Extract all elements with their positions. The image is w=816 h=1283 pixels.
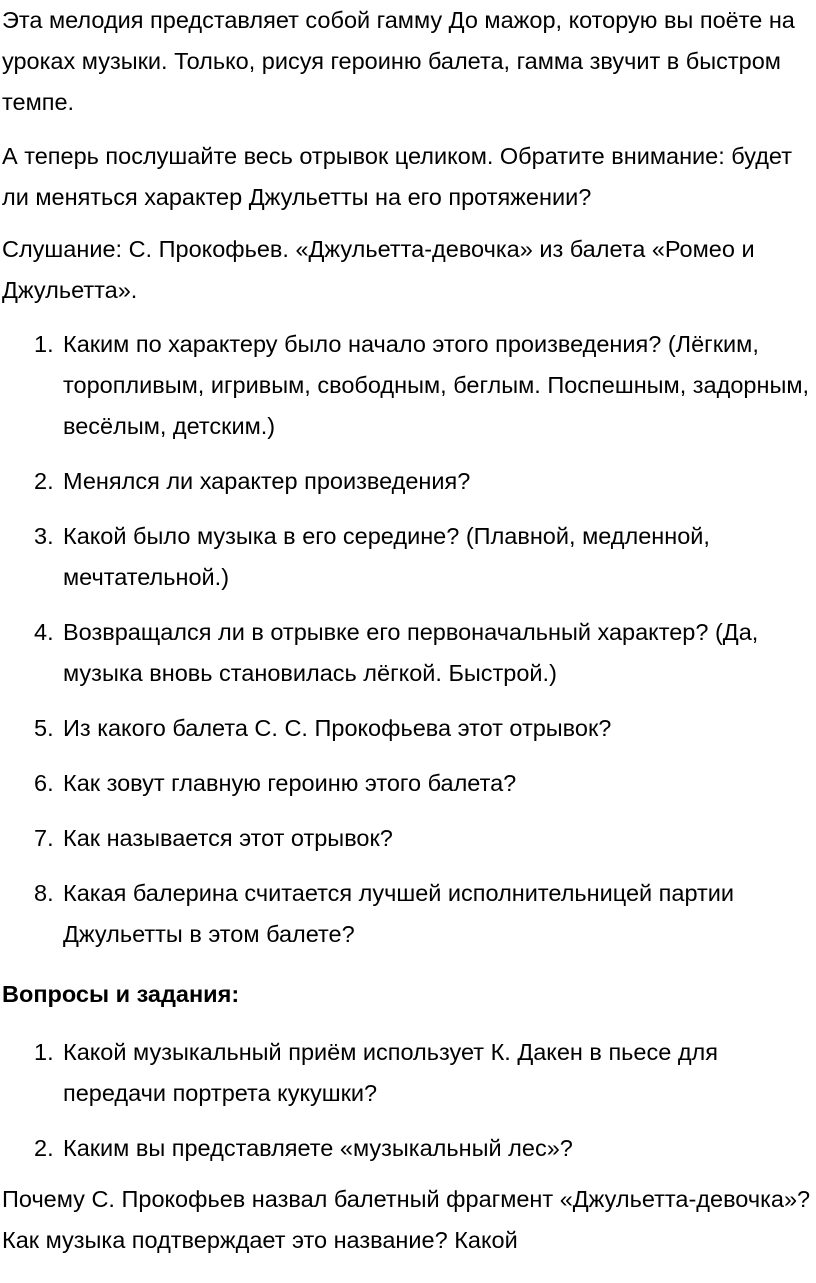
list-item-text: Какой было музыка в его середине? (Плавной, медленной, мечтательной.)	[63, 523, 710, 590]
tasks-list	[0, 1032, 816, 1183]
list-item-number: 4.	[34, 619, 54, 645]
list-item-number: 3.	[34, 523, 54, 549]
list-item-text: Каким по характеру было начало этого произведения? (Лёгким, торопливым, игривым, свободным, беглым. Поспешным, задорным, весёлым, детским.)	[63, 331, 810, 439]
list-item	[0, 708, 816, 749]
list-item-text: Каким вы представляете «музыкальный лес»?	[63, 1135, 573, 1161]
list-item	[0, 763, 816, 804]
list-item-text: Возвращался ли в отрывке его первоначальный характер? (Да, музыка вновь становилась лёгкой. Быстрой.)	[63, 619, 759, 686]
list-item	[0, 461, 816, 502]
closing-paragraph: Почему С. Прокофьев назвал балетный фрагмент «Джульетта-девочка»? Как музыка подтверждает это название? Какой	[2, 1186, 811, 1253]
list-item-text: Как зовут главную героиню этого балета?	[63, 770, 517, 796]
list-item-number: 1.	[34, 1039, 54, 1065]
list-item-number: 8.	[34, 880, 54, 906]
listening-title-paragraph: Слушание: С. Прокофьев. «Джульетта-девочка» из балета «Ромео и Джульетта».	[2, 236, 755, 303]
list-item-number: 2.	[34, 468, 54, 494]
list-item	[0, 1032, 816, 1114]
list-item	[0, 873, 816, 955]
list-item	[0, 612, 816, 694]
list-item	[0, 324, 816, 447]
list-item-number: 7.	[34, 825, 54, 851]
list-item-text: Какая балерина считается лучшей исполнительницей партии Джульетты в этом балете?	[63, 880, 735, 947]
list-item	[0, 818, 816, 859]
list-item-number: 1.	[34, 331, 54, 357]
list-item-text: Как называется этот отрывок?	[63, 825, 393, 851]
list-item-number: 6.	[34, 770, 54, 796]
list-item	[0, 1128, 816, 1169]
questions-list	[0, 324, 816, 969]
list-item-number: 5.	[34, 715, 54, 741]
list-item-text: Какой музыкальный приём использует К. Дакен в пьесе для передачи портрета кукушки?	[63, 1039, 718, 1106]
list-item-text: Из какого балета С. С. Прокофьева этот отрывок?	[63, 715, 612, 741]
list-item	[0, 516, 816, 598]
intro-paragraph: Эта мелодия представляет собой гамму До мажор, которую вы поёте на уроках музыки. Только, рисуя героиню балета, гамма звучит в быстром темпе.	[2, 7, 795, 115]
list-item-number: 2.	[34, 1135, 54, 1161]
list-item-text: Менялся ли характер произведения?	[63, 468, 471, 494]
tasks-heading: Вопросы и задания:	[2, 981, 240, 1007]
listening-instruction-paragraph: А теперь послушайте весь отрывок целиком. Обратите внимание: будет ли меняться характер Джульетты на его протяжении?	[2, 143, 792, 210]
